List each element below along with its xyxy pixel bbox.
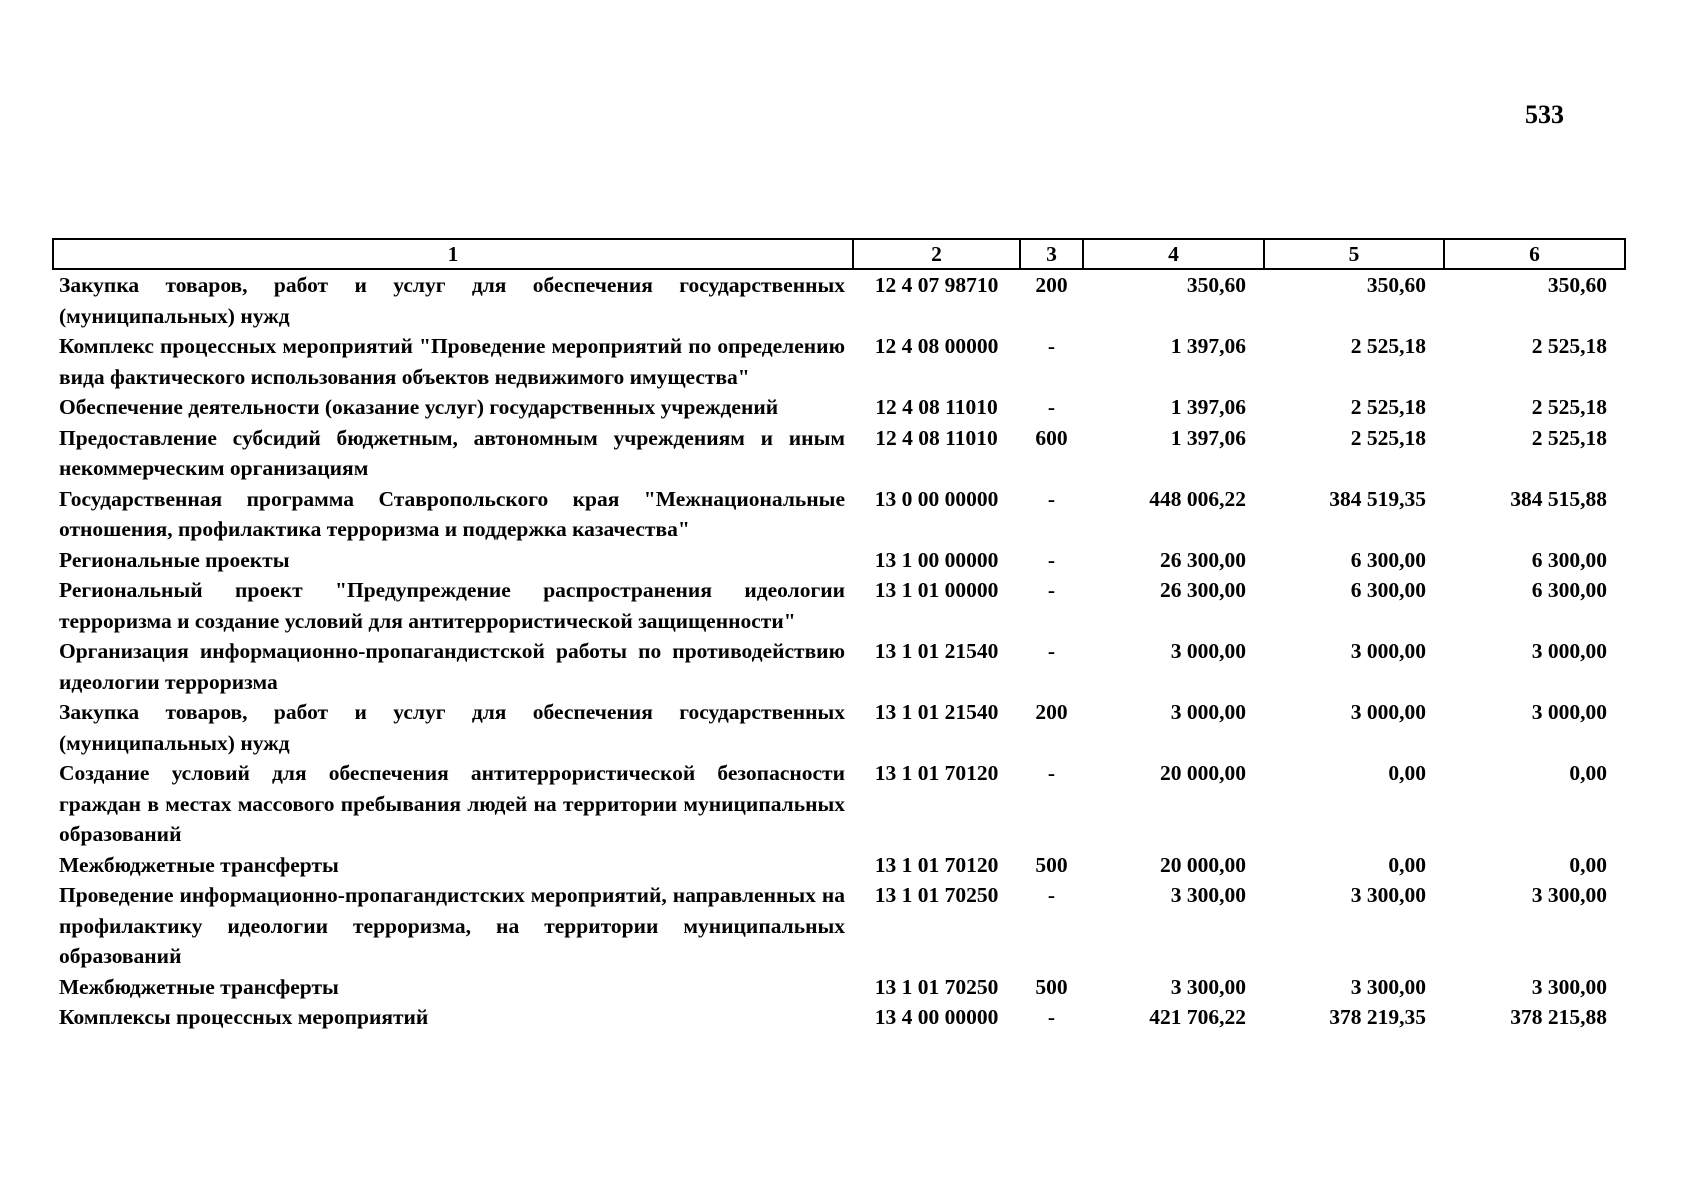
row-value-col5: 3 000,00: [1350, 639, 1426, 663]
row-value-col5: 3 000,00: [1350, 700, 1426, 724]
row-value-col4: 26 300,00: [1160, 578, 1246, 602]
row-name: Комплексы процессных мероприятий: [59, 1005, 429, 1029]
row-expense-type: 500: [1035, 974, 1068, 999]
row-value-col6: 6 300,00: [1531, 578, 1607, 602]
row-value-col4: 421 706,22: [1149, 1005, 1246, 1029]
row-value-col6: 3 000,00: [1531, 639, 1607, 663]
row-value-col6: 3 000,00: [1531, 700, 1607, 724]
row-expense-type: 200: [1035, 700, 1068, 724]
row-value-col4: 1 397,06: [1170, 425, 1246, 450]
row-value-col4: 20 000,00: [1160, 761, 1246, 785]
row-code: 13 1 01 70120: [874, 852, 999, 877]
table-row: [53, 392, 1625, 423]
row-expense-type: 200: [1035, 273, 1068, 297]
header-row: [53, 239, 1625, 269]
page-number: 533: [1525, 100, 1564, 129]
table-row: [53, 423, 1625, 484]
column-header-4: 4: [1083, 239, 1264, 269]
column-header-3: 3: [1020, 239, 1083, 269]
row-value-col6: 0,00: [1569, 761, 1607, 785]
row-expense-type: -: [1047, 883, 1056, 907]
row-expense-type: -: [1047, 1005, 1056, 1029]
row-value-col4: 26 300,00: [1160, 547, 1246, 572]
row-value-col4: 350,60: [1186, 273, 1246, 297]
row-value-col4: 3 000,00: [1170, 700, 1246, 724]
row-value-col6: 2 525,18: [1531, 334, 1607, 358]
row-value-col6: 2 525,18: [1531, 425, 1607, 450]
row-code: 13 1 01 70250: [874, 974, 999, 999]
row-expense-type: 600: [1035, 425, 1068, 450]
table-body: [53, 269, 1625, 1033]
row-name: Государственная программа Ставропольского края "Межнациональные отношения, профилактика терроризма и поддержка казачества": [59, 486, 845, 541]
row-name: Проведение информационно-пропагандистских мероприятий, направленных на профилактику идеологии терроризма, на территории муниципальных образований: [59, 883, 845, 968]
table-row: [53, 484, 1625, 545]
row-value-col5: 6 300,00: [1350, 547, 1426, 572]
row-value-col5: 384 519,35: [1329, 486, 1426, 511]
row-expense-type: -: [1047, 639, 1056, 663]
row-code: 13 1 00 00000: [874, 547, 999, 572]
row-expense-type: -: [1047, 486, 1056, 511]
table-row: [53, 545, 1625, 576]
row-name: Закупка товаров, работ и услуг для обеспечения государственных (муниципальных) нужд: [59, 700, 845, 755]
row-value-col6: 3 300,00: [1531, 883, 1607, 907]
row-value-col6: 378 215,88: [1510, 1005, 1607, 1029]
row-value-col5: 0,00: [1388, 761, 1426, 785]
row-name: Межбюджетные трансферты: [59, 852, 339, 877]
table-row: [53, 269, 1625, 331]
row-value-col6: 350,60: [1547, 273, 1607, 297]
row-code: 13 1 01 00000: [874, 578, 999, 602]
row-code: 12 4 07 98710: [874, 273, 999, 297]
column-header-6: 6: [1444, 239, 1625, 269]
row-value-col5: 2 525,18: [1350, 334, 1426, 358]
row-name: Предоставление субсидий бюджетным, автономным учреждениям и иным некоммерческим организациям: [59, 425, 845, 480]
row-value-col5: 350,60: [1366, 273, 1426, 297]
row-value-col4: 448 006,22: [1149, 486, 1246, 511]
row-name: Региональный проект "Предупреждение распространения идеологии терроризма и создание условий для антитеррористической защищенности": [59, 578, 845, 633]
row-name: Создание условий для обеспечения антитеррористической безопасности граждан в местах массового пребывания людей на территории муниципальных образований: [59, 761, 845, 846]
row-value-col5: 3 300,00: [1350, 883, 1426, 907]
row-expense-type: -: [1047, 395, 1056, 419]
row-expense-type: -: [1047, 578, 1056, 602]
row-value-col4: 3 000,00: [1170, 639, 1246, 663]
table-row: [53, 575, 1625, 636]
row-expense-type: 500: [1035, 852, 1068, 877]
row-value-col4: 3 300,00: [1170, 974, 1246, 999]
row-value-col6: 384 515,88: [1510, 486, 1607, 511]
row-expense-type: -: [1047, 547, 1056, 572]
row-value-col4: 1 397,06: [1170, 334, 1246, 358]
column-header-2: 2: [853, 239, 1020, 269]
row-value-col4: 3 300,00: [1170, 883, 1246, 907]
budget-table: [52, 238, 1626, 1033]
table-row: [53, 331, 1625, 392]
row-name: Комплекс процессных мероприятий "Проведение мероприятий по определению вида фактического использования объектов недвижимого имущества": [59, 334, 845, 389]
row-code: 13 1 01 70120: [874, 761, 999, 785]
row-value-col5: 6 300,00: [1350, 578, 1426, 602]
row-value-col4: 1 397,06: [1170, 395, 1246, 419]
table-row: [53, 1002, 1625, 1033]
row-name: Организация информационно-пропагандистской работы по противодействию идеологии терроризма: [59, 639, 845, 694]
row-expense-type: -: [1047, 334, 1056, 358]
row-value-col6: 2 525,18: [1531, 395, 1607, 419]
table-header: [53, 239, 1625, 269]
row-code: 13 0 00 00000: [874, 486, 999, 511]
row-expense-type: -: [1047, 761, 1056, 785]
table-row: [53, 880, 1625, 972]
row-code: 13 4 00 00000: [874, 1005, 999, 1029]
table-row: [53, 636, 1625, 697]
row-name: Обеспечение деятельности (оказание услуг) государственных учреждений: [59, 395, 779, 419]
row-value-col5: 378 219,35: [1329, 1005, 1426, 1029]
row-value-col6: 0,00: [1569, 852, 1607, 877]
table-row: [53, 697, 1625, 758]
table-row: [53, 758, 1625, 850]
row-value-col4: 20 000,00: [1160, 852, 1246, 877]
table-row: [53, 972, 1625, 1003]
row-value-col6: 6 300,00: [1531, 547, 1607, 572]
row-code: 13 1 01 70250: [874, 883, 999, 907]
row-value-col6: 3 300,00: [1531, 974, 1607, 999]
row-name: Межбюджетные трансферты: [59, 974, 339, 999]
row-code: 13 1 01 21540: [874, 639, 999, 663]
row-value-col5: 2 525,18: [1350, 425, 1426, 450]
row-name: Закупка товаров, работ и услуг для обеспечения государственных (муниципальных) нужд: [59, 273, 845, 328]
column-header-1: 1: [53, 239, 853, 269]
row-value-col5: 0,00: [1388, 852, 1426, 877]
row-code: 13 1 01 21540: [874, 700, 999, 724]
row-value-col5: 3 300,00: [1350, 974, 1426, 999]
row-code: 12 4 08 00000: [874, 334, 999, 358]
row-value-col5: 2 525,18: [1350, 395, 1426, 419]
row-code: 12 4 08 11010: [875, 395, 998, 419]
row-name: Региональные проекты: [59, 547, 290, 572]
table-row: [53, 850, 1625, 881]
column-header-5: 5: [1264, 239, 1444, 269]
row-code: 12 4 08 11010: [875, 425, 998, 450]
